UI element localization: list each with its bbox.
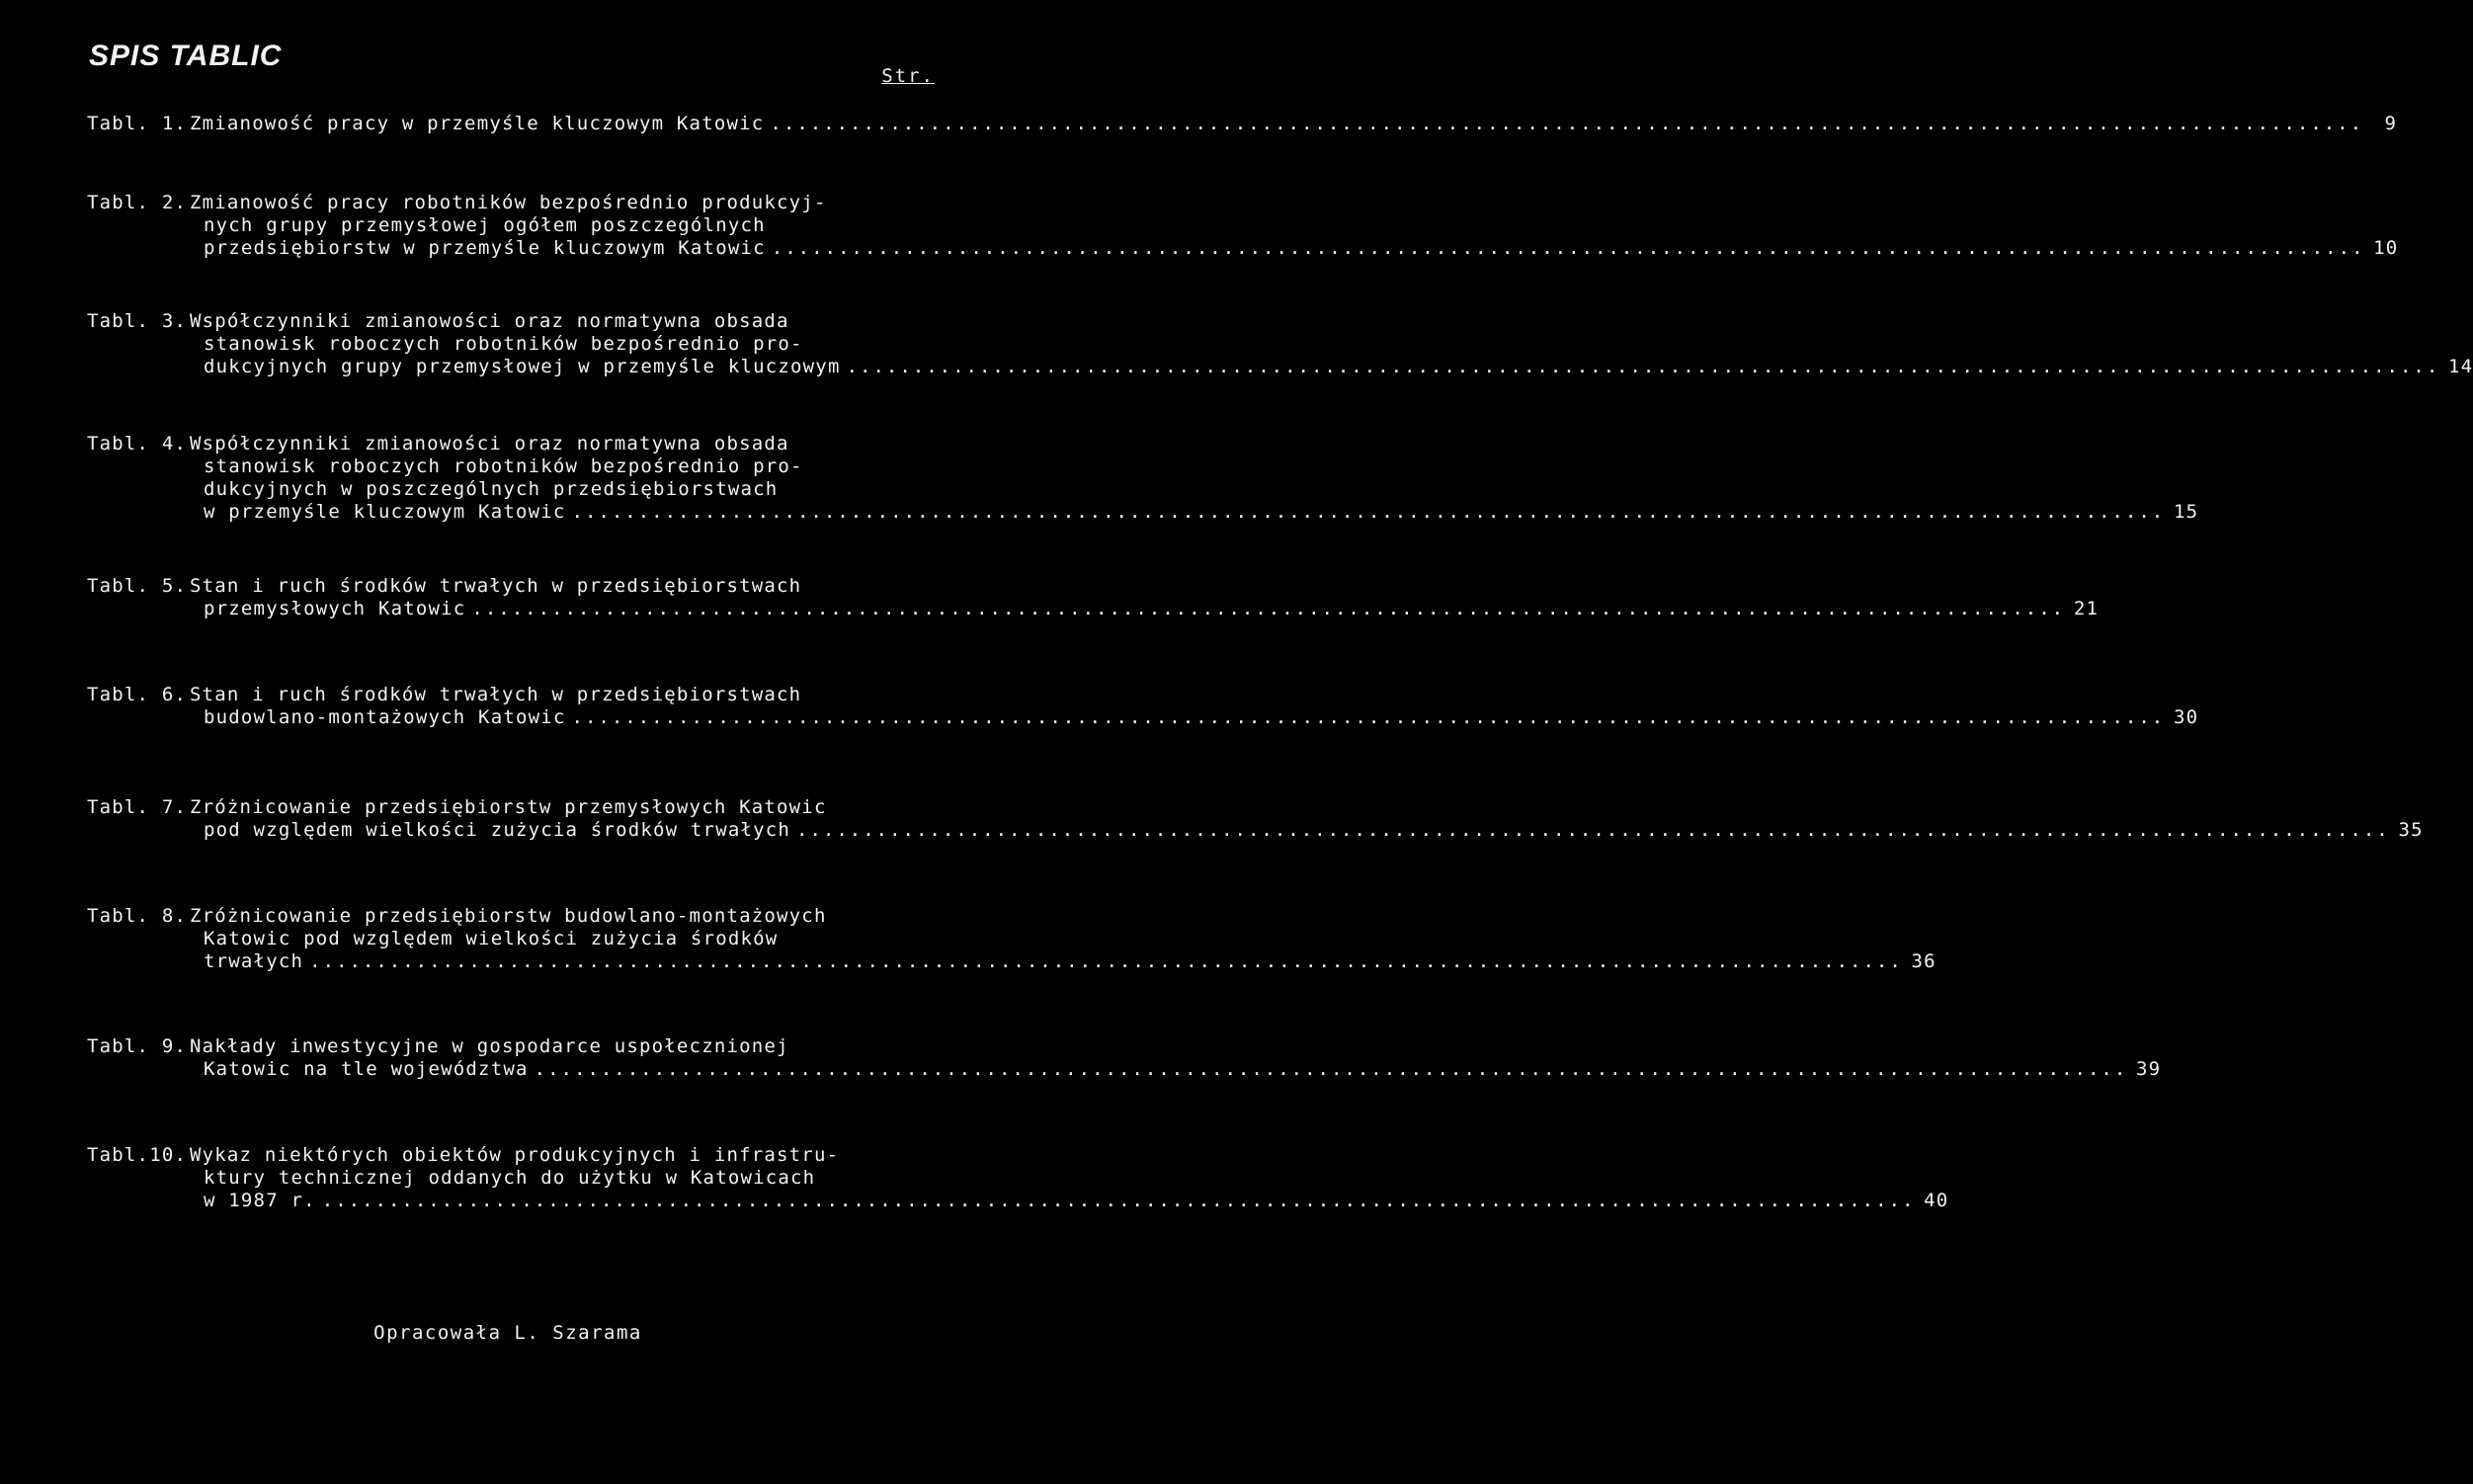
page-number: 35 bbox=[2398, 819, 2424, 841]
table-description bbox=[190, 905, 1937, 973]
description-line-text: Katowic na tle województwa bbox=[204, 1058, 529, 1080]
description-last-line bbox=[204, 706, 2199, 729]
dot-leader: ........................................................................................................................ bbox=[770, 113, 2364, 134]
page-title: SPIS TABLIC bbox=[89, 40, 283, 72]
description-last-line bbox=[190, 113, 2398, 135]
dot-leader: ........................................................................................................................ bbox=[321, 1190, 1916, 1211]
page-number: 21 bbox=[2073, 598, 2100, 619]
toc-entry bbox=[87, 684, 2199, 729]
footer-author: Opracowała L. Szarama bbox=[373, 1322, 642, 1344]
dot-leader: ........................................................................................................................ bbox=[534, 1058, 2128, 1080]
description-line-text: przedsiębiorstw w przemyśle kluczowym Katowic bbox=[204, 237, 766, 259]
table-description bbox=[190, 113, 2398, 135]
page-number: 39 bbox=[2136, 1058, 2162, 1080]
toc-entry bbox=[87, 905, 1937, 973]
dot-leader: ........................................................................................................................ bbox=[571, 501, 2166, 523]
description-last-line bbox=[204, 1190, 1949, 1212]
description-line-text: w przemyśle kluczowym Katowic bbox=[204, 501, 566, 523]
description-line: Zróżnicowanie przedsiębiorstw przemysłowych Katowic bbox=[190, 796, 827, 818]
table-number: Tabl. 7. bbox=[87, 796, 188, 818]
table-description bbox=[190, 192, 2399, 260]
toc-entry bbox=[87, 1144, 1949, 1212]
description-line: Stan i ruch środków trwałych w przedsiębiorstwach bbox=[190, 575, 802, 597]
description-line: Nakłady inwestycyjne w gospodarce uspołecznionej bbox=[190, 1035, 789, 1057]
table-description bbox=[190, 1035, 2162, 1081]
description-line: Stan i ruch środków trwałych w przedsiębiorstwach bbox=[190, 684, 802, 705]
description-line: dukcyjnych w poszczególnych przedsiębiorstwach bbox=[204, 478, 779, 500]
dot-leader: ........................................................................................................................ bbox=[796, 819, 2390, 841]
toc-entry bbox=[87, 113, 2398, 135]
toc-entry bbox=[87, 192, 2399, 260]
description-line-text: Zmianowość pracy w przemyśle kluczowym Katowic bbox=[190, 113, 765, 134]
table-description bbox=[190, 575, 2100, 620]
page-number: 14 bbox=[2448, 356, 2473, 377]
table-number: Tabl. 2. bbox=[87, 192, 188, 213]
description-line: Współczynniki zmianowości oraz normatywna obsada bbox=[190, 310, 789, 332]
table-number: Tabl. 6. bbox=[87, 684, 188, 705]
table-number: Tabl. 3. bbox=[87, 310, 188, 332]
dot-leader: ........................................................................................................................ bbox=[771, 237, 2365, 259]
dot-leader: ........................................................................................................................ bbox=[571, 706, 2166, 728]
page-number: 9 bbox=[2384, 113, 2398, 134]
description-line: Wykaz niektórych obiektów produkcyjnych i infrastru- bbox=[190, 1144, 840, 1166]
page-number: 30 bbox=[2173, 706, 2199, 728]
description-last-line bbox=[204, 501, 2199, 524]
description-last-line bbox=[204, 356, 2473, 378]
description-line: Zmianowość pracy robotników bezpośrednio produkcyj- bbox=[190, 192, 827, 213]
description-last-line bbox=[204, 819, 2424, 842]
description-last-line bbox=[204, 1058, 2162, 1081]
page-column-header: Str. bbox=[881, 65, 935, 87]
toc-entry bbox=[87, 796, 2424, 842]
table-description bbox=[190, 310, 2473, 378]
table-description bbox=[190, 796, 2424, 842]
table-number: Tabl. 1. bbox=[87, 113, 188, 134]
table-number: Tabl. 9. bbox=[87, 1035, 188, 1057]
description-line: nych grupy przemysłowej ogółem poszczególnych bbox=[204, 214, 766, 236]
description-line: Katowic pod względem wielkości zużycia środków bbox=[204, 928, 779, 949]
description-last-line bbox=[204, 598, 2100, 620]
description-line: stanowisk roboczych robotników bezpośrednio pro- bbox=[204, 333, 803, 355]
dot-leader: ........................................................................................................................ bbox=[846, 356, 2440, 377]
description-line-text: w 1987 r. bbox=[204, 1190, 316, 1211]
toc-entry bbox=[87, 433, 2199, 524]
description-last-line bbox=[204, 237, 2399, 260]
toc-entry bbox=[87, 575, 2100, 620]
table-number: Tabl. 8. bbox=[87, 905, 188, 927]
table-description bbox=[190, 433, 2199, 524]
description-line: Współczynniki zmianowości oraz normatywna obsada bbox=[190, 433, 789, 454]
dot-leader: ........................................................................................................................ bbox=[471, 598, 2066, 619]
table-number: Tabl. 5. bbox=[87, 575, 188, 597]
description-line-text: przemysłowych Katowic bbox=[204, 598, 466, 619]
table-number: Tabl.10. bbox=[87, 1144, 188, 1166]
description-line-text: pod względem wielkości zużycia środków trwałych bbox=[204, 819, 791, 841]
description-line: Zróżnicowanie przedsiębiorstw budowlano-montażowych bbox=[190, 905, 827, 927]
description-line: stanowisk roboczych robotników bezpośrednio pro- bbox=[204, 455, 803, 477]
toc-entry bbox=[87, 310, 2473, 378]
page-number: 40 bbox=[1924, 1190, 1949, 1211]
toc-entry bbox=[87, 1035, 2162, 1081]
page-number: 15 bbox=[2173, 501, 2199, 523]
description-line-text: dukcyjnych grupy przemysłowej w przemyśle kluczowym bbox=[204, 356, 841, 377]
description-line: ktury technicznej oddanych do użytku w Katowicach bbox=[204, 1167, 816, 1189]
table-description bbox=[190, 684, 2199, 729]
description-last-line bbox=[204, 950, 1937, 973]
description-line-text: budowlano-montażowych Katowic bbox=[204, 706, 566, 728]
page-number: 36 bbox=[1911, 950, 1937, 972]
page-number: 10 bbox=[2373, 237, 2399, 259]
description-line-text: trwałych bbox=[204, 950, 304, 972]
table-description bbox=[190, 1144, 1949, 1212]
dot-leader: ........................................................................................................................ bbox=[309, 950, 1903, 972]
table-number: Tabl. 4. bbox=[87, 433, 188, 454]
